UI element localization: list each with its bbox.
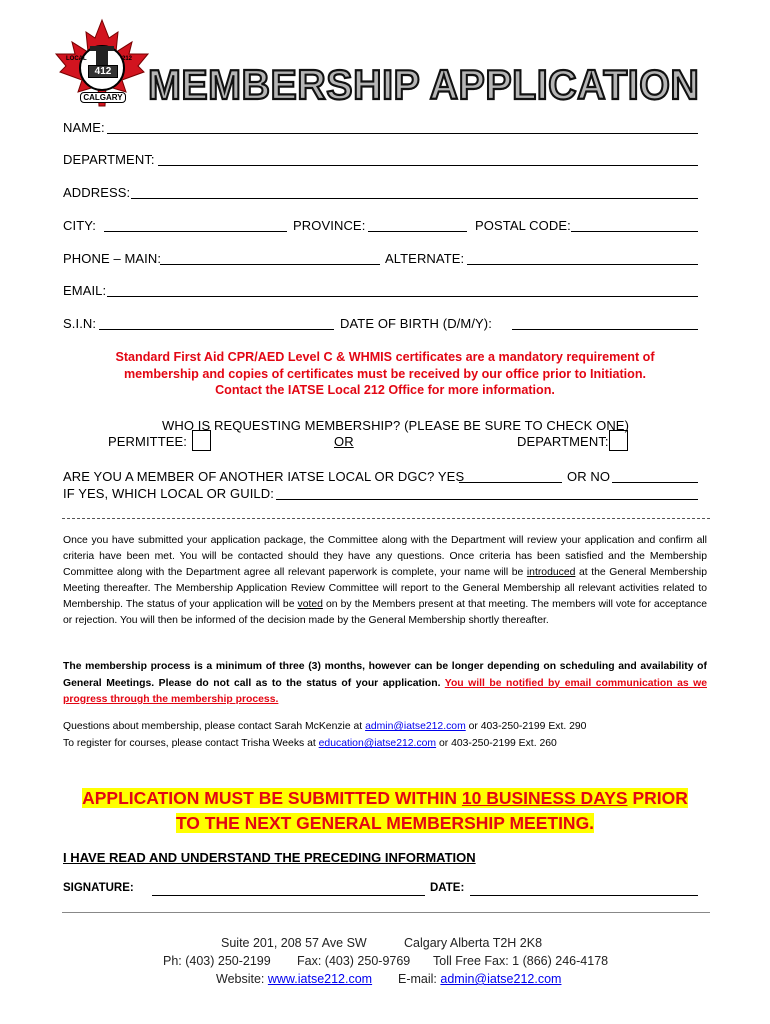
sin-label: S.I.N: xyxy=(63,316,97,331)
footer-divider xyxy=(62,912,710,913)
signature-field[interactable] xyxy=(152,895,425,896)
footer-city: Calgary Alberta T2H 2K8 xyxy=(404,936,543,950)
requesting-question: WHO IS REQUESTING MEMBERSHIP? (PLEASE BE SURE TO CHECK ONE) xyxy=(162,418,630,433)
process-text-2: at the General Membership Meeting thereafter. The Membership Application Review Committee will report to the General Membership all relevant activities related to Membership. The status of your application will be xyxy=(63,567,707,610)
sin-field[interactable] xyxy=(99,329,334,330)
which-local-label: IF YES, WHICH LOCAL OR GUILD: xyxy=(63,486,274,501)
city-field[interactable] xyxy=(104,231,287,232)
email-label: EMAIL: xyxy=(63,283,107,298)
process-text-1: Once you have submitted your application package, the Committee along with the Department will review your application and confirm all criteria have been met. You will be contacted should they have any questions. Once criteria has been satisfied and the Membership Committee along with the Department agree all relevant paperwork is complete, your name will be xyxy=(63,535,707,578)
alternate-label: ALTERNATE: xyxy=(385,251,465,266)
city-label: CITY: xyxy=(63,218,97,233)
logo-number: 412 xyxy=(88,65,118,78)
timeline-text: The membership process is a minimum of three (3) months, however can be longer depending on scheduling and availability of General Meetings. Please do not call as to the status of your application. xyxy=(63,661,707,689)
province-field[interactable] xyxy=(368,231,467,232)
process-paragraph xyxy=(63,533,707,629)
footer-website xyxy=(216,970,372,988)
website-link[interactable]: www.iatse212.com xyxy=(267,972,373,986)
name-field[interactable] xyxy=(107,133,698,134)
page-title: MEMBERSHIP APPLICATION xyxy=(148,61,700,108)
alternate-field[interactable] xyxy=(467,264,698,265)
education-email-link[interactable]: education@iatse212.com xyxy=(318,738,437,749)
department-option-label: DEPARTMENT: xyxy=(517,434,609,449)
deadline-line-1 xyxy=(82,788,688,808)
email-field[interactable] xyxy=(107,296,698,297)
other-local-question: ARE YOU A MEMBER OF ANOTHER IATSE LOCAL OR DGC? YES xyxy=(63,469,465,484)
logo-left-text: LOCAL xyxy=(66,56,87,62)
contact-courses-text: To register for courses, please contact Trisha Weeks at xyxy=(63,738,319,749)
department-label: DEPARTMENT: xyxy=(63,152,155,167)
notice-line-1: Standard First Aid CPR/AED Level C & WHMIS certificates are a mandatory requirement of xyxy=(115,350,655,364)
permittee-label: PERMITTEE: xyxy=(108,434,188,449)
postal-code-label: POSTAL CODE: xyxy=(475,218,571,233)
dob-label: DATE OF BIRTH (D/M/Y): xyxy=(340,316,492,331)
notice-line-3: Contact the IATSE Local 212 Office for more information. xyxy=(215,383,555,397)
logo-city: CALGARY xyxy=(80,92,126,103)
deadline-line-2: TO THE NEXT GENERAL MEMBERSHIP MEETING. xyxy=(175,813,595,833)
dashed-divider xyxy=(62,518,710,519)
deadline-text-a: APPLICATION MUST BE SUBMITTED WITHIN xyxy=(82,788,462,808)
certificate-notice xyxy=(60,349,710,399)
phone-label: PHONE – MAIN: xyxy=(63,251,162,266)
phone-field[interactable] xyxy=(160,264,380,265)
voted-word: voted xyxy=(297,599,323,610)
acknowledgement-heading: I HAVE READ AND UNDERSTAND THE PRECEDING INFORMATION xyxy=(63,850,476,865)
business-days-text: 10 BUSINESS DAYS xyxy=(461,788,628,808)
contact-courses xyxy=(63,738,557,749)
permittee-checkbox[interactable] xyxy=(192,430,211,451)
contact-courses-phone: or 403-250-2199 Ext. 260 xyxy=(436,738,557,749)
department-field[interactable] xyxy=(158,165,698,166)
date-field[interactable] xyxy=(470,895,698,896)
yes-field[interactable] xyxy=(459,482,562,483)
footer-email-link[interactable]: admin@iatse212.com xyxy=(440,972,562,986)
deadline-notice xyxy=(40,786,730,836)
footer-tollfree: Toll Free Fax: 1 (866) 246-4178 xyxy=(433,954,609,968)
notified-text: You will be notified by email communication as we progress through the membership process. xyxy=(63,677,707,705)
contact-membership-text: Questions about membership, please contact Sarah McKenzie at xyxy=(63,721,366,732)
introduced-word: introduced xyxy=(526,567,576,578)
address-label: ADDRESS: xyxy=(63,185,131,200)
dob-field[interactable] xyxy=(512,329,698,330)
footer-phone: Ph: (403) 250-2199 xyxy=(163,954,271,968)
department-checkbox[interactable] xyxy=(609,430,628,451)
iatse-logo xyxy=(52,18,152,108)
province-label: PROVINCE: xyxy=(293,218,366,233)
address-field[interactable] xyxy=(131,198,698,199)
date-label: DATE: xyxy=(430,882,465,894)
name-label: NAME: xyxy=(63,120,105,135)
website-label: Website: xyxy=(216,972,268,986)
which-local-field[interactable] xyxy=(276,499,698,500)
no-field[interactable] xyxy=(612,482,698,483)
timeline-paragraph xyxy=(63,659,707,709)
deadline-text-b: PRIOR xyxy=(627,788,688,808)
admin-email-link[interactable]: admin@iatse212.com xyxy=(365,721,466,732)
email-label-footer: E-mail: xyxy=(398,972,441,986)
footer-address: Suite 201, 208 57 Ave SW xyxy=(221,936,367,950)
signature-label: SIGNATURE: xyxy=(63,882,134,894)
or-label: OR xyxy=(334,434,354,449)
logo-right-text: 212 xyxy=(122,56,133,62)
notice-line-2: membership and copies of certificates must be received by our office prior to Initiation. xyxy=(123,366,647,381)
postal-code-field[interactable] xyxy=(571,231,698,232)
process-text-3: on by the Members present at that meeting. The members will vote for acceptance or rejection. You will then be informed of the decision made by the General Membership shortly thereafter. xyxy=(63,599,707,626)
footer-fax: Fax: (403) 250-9769 xyxy=(297,954,411,968)
contact-membership xyxy=(63,721,586,732)
contact-membership-phone: or 403-250-2199 Ext. 290 xyxy=(465,721,587,732)
or-no-label: OR NO xyxy=(567,469,611,484)
footer-email xyxy=(398,970,561,988)
